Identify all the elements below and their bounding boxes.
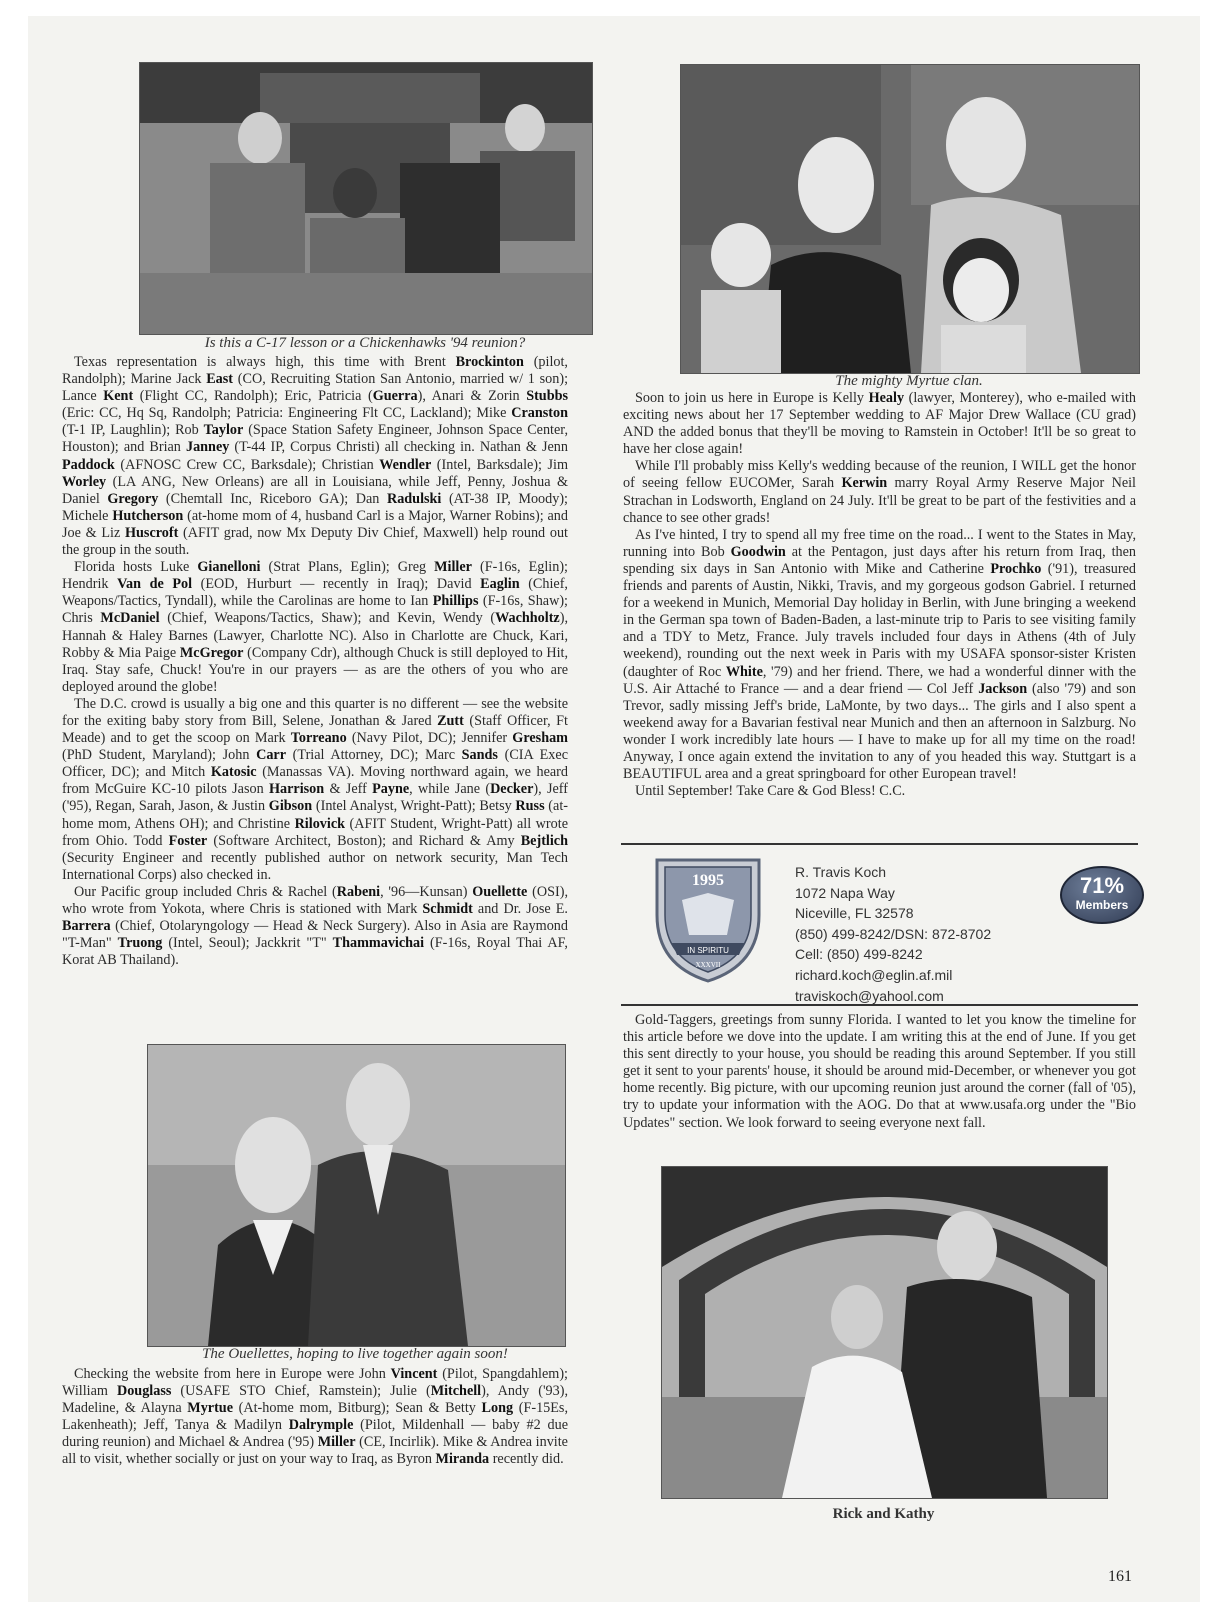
bold-name: Sands [461, 747, 498, 764]
ouellettes-caption: The Ouellettes, hoping to live together again soon! [202, 1346, 508, 1362]
cockpit-caption: Is this a C-17 lesson or a Chickenhawks '94 reunion? [204, 335, 526, 351]
contact-block [795, 862, 991, 1006]
text-run: (Chief, Otolaryngology — Head & Neck Surgery). Also in Asia are Raymond "T-Man" [62, 918, 568, 952]
text-run: (PhD Student, Maryland); John [62, 747, 257, 764]
text-run: (F-16s, Royal Thai AF, Korat AB Thailand). [62, 935, 568, 969]
text-run: (F-15Es, Lakenheath); Jeff, Tanya & Madilyn [62, 1400, 568, 1434]
text-run: (Manassas VA). Moving northward again, we heard from McGuire KC-10 pilots Jason [62, 764, 568, 798]
bold-name: Payne [372, 781, 410, 798]
bold-name: Carr [256, 747, 287, 764]
contact-email-2: traviskoch@yahool.com [795, 987, 944, 1004]
text-run: (Chief, Weapons/Tactics, Shaw); and Kevin, Wendy ( [159, 610, 496, 627]
bold-name: Katosic [210, 764, 257, 781]
bold-name: Rabeni [336, 883, 381, 900]
paragraph [623, 1012, 1136, 1132]
bold-name: Ouellette [472, 883, 528, 900]
text-run: (AT-38 IP, Moody); Michele [62, 490, 568, 524]
text-run: ), Anari & Zorin [417, 388, 527, 405]
text-run: (Trial Attorney, DC); Marc [286, 747, 462, 764]
myrtue-caption: The mighty Myrtue clan. [835, 373, 983, 389]
paragraph [62, 696, 568, 884]
bold-name: Barrera [62, 918, 111, 935]
text-run: (EOD, Hurburt — recently in Iraq); David [192, 576, 481, 593]
bold-name: Gregory [107, 490, 159, 507]
contact-email-1: richard.koch@eglin.af.mil [795, 966, 953, 983]
text-run: ), Jeff ('95), Regan, Sarah, Jason, & Justin [62, 781, 568, 815]
bold-name: Gibson [268, 798, 313, 815]
text-run: recently did. [489, 1451, 564, 1468]
bold-name: Miller [434, 559, 472, 576]
bold-name: Prochko [990, 560, 1042, 577]
text-run: (also '79) and son Trevor, sadly missing Jeff's bride, LaMonte, by two days... The girls and I also spent a weekend away for a Bavarian festival near Munich and then an afternoon in Salzburg. No wonder I work incredibly late hours — I have to make up for all my time on the road! Anyway, I once again extend the invitation to any of you headed this way. Stuttgart is a BEAUTIFUL area and a great springboard for other European travel! [623, 680, 1136, 783]
paragraph [623, 390, 1136, 458]
contact-top-rule [621, 843, 1138, 845]
text-run: (At-home mom, Bitburg); Sean & Betty [233, 1400, 482, 1417]
text-run: (Company Cdr), although Chuck is still deployed to Hit, Iraq. Stay safe, Chuck! You're in our prayers — as are the others of you who are deployed around the globe! [62, 644, 569, 695]
bold-name: Vincent [390, 1366, 438, 1382]
bold-name: Goodwin [730, 543, 786, 560]
bold-name: Wendler [379, 456, 432, 473]
bold-name: Brockinton [455, 354, 524, 370]
paragraph [623, 527, 1136, 783]
text-run: (Intel, Barksdale); Jim [431, 456, 568, 473]
left-column-bottom [62, 1366, 568, 1469]
paragraph [623, 783, 1136, 800]
text-run: (Intel Analyst, Wright-Patt); Betsy [312, 798, 516, 815]
bold-name: Kent [103, 388, 134, 405]
text-run: (Chemtall Inc, Riceboro GA); Dan [158, 490, 387, 507]
bold-name: Zutt [437, 712, 464, 729]
bold-name: Harrison [268, 781, 325, 798]
paragraph [62, 1366, 568, 1469]
bold-name: Torreano [290, 730, 347, 747]
text-run: (Navy Pilot, DC); Jennifer [346, 730, 513, 747]
text-run: (Pilot, Mildenhall — baby #2 due during reunion) and Michael & Andrea ('95) [62, 1417, 568, 1451]
text-run: (at-home mom of 4, husband Carl is a Major, Warner Robins); and Joe & Liz [62, 507, 568, 541]
contact-phone: (850) 499-8242/DSN: 872-8702 [795, 925, 992, 942]
paragraph [62, 884, 568, 969]
text-run: (Eric: CC, Hq Sq, Randolph; Patricia: Engineering Flt CC, Lackland); Mike [62, 405, 512, 422]
text-run: marry Royal Army Reserve Major Neil Strachan in Lodsworth, England on 24 July. It'll be great to be part of the festivities and a chance to see other grads! [623, 475, 1136, 526]
text-run: (AFIT Student, Wright-Patt) all wrote from Ohio. Todd [62, 815, 568, 849]
text-run: (USAFE STO Chief, Ramstein); Julie ( [171, 1383, 431, 1400]
crest-year: 1995 [692, 872, 724, 889]
text-run: Florida hosts Luke [74, 559, 198, 576]
text-run: , '79) and her friend. There, we had a wonderful dinner with the U.S. Air Attaché to France — and a dear friend — Col Jeff [623, 663, 1136, 697]
text-run: (Staff Officer, Ft Meade) and to get the scoop on Mark [62, 712, 568, 747]
members-label: Members [1075, 898, 1129, 912]
text-run: (AFNOSC Crew CC, Barksdale); Christian [114, 456, 380, 473]
text-run: (Security Engineer and recently published author on network security, Man Tech International Corps) also checked in. [62, 849, 568, 883]
paragraph [623, 458, 1136, 526]
class-crest-logo [647, 855, 769, 985]
text-run: (T-1 IP, Laughlin); Rob [62, 422, 204, 439]
wedding-caption: Rick and Kathy [832, 1506, 935, 1522]
bold-name: Healy [868, 390, 905, 406]
bold-name: Long [481, 1400, 514, 1417]
text-run: Texas representation is always high, this time with Brent [74, 354, 456, 370]
bold-name: Dalrymple [288, 1417, 354, 1434]
bold-name: Jackson [978, 680, 1028, 697]
bold-name: Decker [490, 781, 534, 798]
wedding-photo [661, 1166, 1108, 1499]
bold-name: Miranda [435, 1451, 490, 1468]
text-run: (lawyer, Monterey), who e-mailed with exciting news about her 17 September wedding to AF Major Drew Wallace (CU grad) AND the added bonus that they'll be moving to Ramstein in October! It'll be so great to have her close again! [623, 390, 1136, 458]
bold-name: Stubbs [526, 388, 568, 405]
bold-name: Schmidt [422, 901, 473, 917]
text-run: (T-44 IP, Corpus Christi) all checking in. Nathan & Jenn [229, 439, 568, 456]
text-run: (CE, Incirlik). Mike & Andrea invite all to visit, whether socially or just on your way to Iraq, as Byron [62, 1434, 568, 1468]
bold-name: Gresham [512, 730, 568, 747]
text-run: Until September! Take Care & God Bless! C.C. [635, 783, 906, 800]
text-run: The D.C. crowd is usually a big one and this quarter is no different — see the website for the exiting baby story from Bill, Selene, Jonathan & Jared [62, 695, 568, 729]
text-run: (CIA Exec Officer, DC); and Mitch [62, 747, 568, 781]
right-column-top [623, 390, 1136, 800]
text-run: (at-home mom, Athens OH); and Christine [62, 798, 568, 832]
text-run: (LA ANG, New Orleans) are all in Louisiana, while Jeff, Penny, Joshua & Daniel [62, 473, 568, 507]
bold-name: Guerra [372, 388, 418, 405]
contact-street: 1072 Napa Way [795, 884, 895, 901]
ouellettes-photo [147, 1044, 566, 1347]
text-run: (Flight CC, Randolph); Eric, Patricia ( [133, 388, 373, 405]
bold-name: Rilovick [294, 815, 346, 832]
contact-name: R. Travis Koch [795, 864, 887, 880]
text-run: at the Pentagon, just days after his return from Iraq, then spending six days in San Antonio with Mike and Catherine [623, 543, 1137, 577]
text-run: Soon to join us here in Europe is Kelly [635, 390, 869, 406]
bold-name: Radulski [386, 490, 442, 507]
bold-name: Gianelloni [197, 559, 261, 576]
page-number: 161 [1108, 1568, 1132, 1585]
crest-roman: XXXVII [695, 961, 721, 969]
text-run: ), Hannah & Haley Barnes (Lawyer, Charlotte NC). Also in Charlotte are Chuck, Kari, Robby & Mia Paige [62, 610, 568, 661]
text-run: Checking the website from here in Europe were John [74, 1366, 391, 1382]
text-run: As I've hinted, I try to spend all my free time on the road... I went to the States in May, running into Bob [623, 526, 1136, 560]
bold-name: Van de Pol [117, 576, 193, 593]
bold-name: Phillips [432, 593, 479, 610]
bold-name: Wachholtz [495, 610, 560, 627]
bold-name: Taylor [203, 422, 244, 439]
left-column-top [62, 354, 568, 969]
text-run: (Software Architect, Boston); and Richard & Amy [207, 832, 521, 849]
bold-name: Kerwin [841, 475, 888, 492]
text-run: Our Pacific group included Chris & Rachel ( [74, 883, 337, 900]
text-run: (AFIT grad, now Mx Deputy Div Chief, Maxwell) help round out the group in the south. [62, 524, 568, 559]
members-badge [1060, 866, 1144, 924]
cockpit-photo [139, 62, 593, 335]
bold-name: Janney [185, 439, 230, 456]
bold-name: East [206, 371, 234, 388]
bold-name: Bejtlich [520, 832, 568, 849]
contact-bottom-rule [621, 1004, 1138, 1006]
members-percent: 71% [1079, 873, 1125, 898]
text-run: (Space Station Safety Engineer, Johnson Space Center, Houston); and Brian [62, 422, 568, 456]
text-run: While I'll probably miss Kelly's wedding because of the reunion, I WILL get the honor of seeing fellow EUCOMer, Sarah [623, 458, 1136, 492]
bold-name: Cranston [511, 405, 568, 422]
myrtue-family-photo [680, 64, 1140, 374]
bold-name: White [725, 663, 763, 680]
bold-name: Myrtue [187, 1400, 233, 1417]
bold-name: Huscroft [125, 524, 179, 541]
bold-name: Douglass [116, 1383, 172, 1400]
text-run: (Chief, Weapons/Tactics, Tyndall), while the Carolinas are home to Ian [62, 576, 568, 610]
bold-name: Mitchell [430, 1383, 482, 1400]
bold-name: Miller [317, 1434, 356, 1451]
text-run: (pilot, Randolph); Marine Jack [62, 354, 568, 388]
bold-name: Eaglin [480, 576, 520, 593]
bold-name: Thammavichai [332, 935, 425, 952]
text-run: (F-16s, Shaw); Chris [62, 593, 568, 627]
text-run: Gold-Taggers, greetings from sunny Florida. I wanted to let you know the timeline for this article before we dove into the update. I am writing this at the end of June. If you get this sent directly to your house, you should be reading this around September. If you still get it sent to your parents' house, it should be around mid-December, or whenever you got home recently. Big picture, with our upcoming reunion just around the corner (fall of '05), try to update your information with the AOG. Do that at www.usafa.org under the "Bio Updates" section. We look forward to seeing everyone next fall. [623, 1012, 1136, 1131]
bold-name: Worley [62, 473, 107, 490]
bold-name: Russ [515, 798, 545, 815]
bold-name: Foster [168, 832, 208, 849]
contact-city: Niceville, FL 32578 [795, 905, 914, 922]
text-run: , while Jane ( [409, 781, 491, 798]
crest-motto: IN SPIRITU [687, 946, 729, 955]
paragraph [62, 559, 568, 696]
text-run: (Intel, Seoul); Jackkrit "T" [162, 935, 333, 952]
contact-cell: Cell: (850) 499-8242 [795, 946, 923, 963]
bold-name: McDaniel [100, 610, 160, 627]
right-column-bottom [623, 1012, 1136, 1132]
text-run: (Pilot, Spangdahlem); William [62, 1366, 568, 1400]
bold-name: McGregor [179, 644, 244, 661]
text-run: (Strat Plans, Eglin); Greg [260, 559, 435, 576]
text-run: ), Andy ('93), Madeline, & Alayna [62, 1383, 568, 1417]
text-run: (CO, Recruiting Station San Antonio, married w/ 1 son); Lance [62, 371, 569, 405]
text-run: , '96—Kunsan) [380, 883, 473, 900]
text-run: and Dr. Jose E. [472, 901, 568, 917]
text-run: ('91), treasured friends and parents of Austin, Nikki, Travis, and my gorgeous godson Gabriel. I returned for a weekend in Munich, Memorial Day holiday in Berlin, with June bringing a weekend in the German spa town of Baden-Baden, a last-minute trip to Paris to see visiting family and a TDY to Metz, France. July travels included four days in Athens (4th of July weekend), rounding out the next week in Paris with my USAFA sponsor-sister Kristen (daughter of Roc [623, 560, 1136, 680]
paragraph [62, 354, 568, 559]
bold-name: Hutcherson [112, 507, 184, 524]
text-run: (OSI), who wrote from Yokota, where Chris is stationed with Mark [62, 883, 568, 917]
bold-name: Truong [117, 935, 163, 952]
bold-name: Paddock [62, 456, 115, 473]
text-run: & Jeff [324, 781, 373, 798]
text-run: (F-16s, Eglin); Hendrik [62, 559, 568, 593]
